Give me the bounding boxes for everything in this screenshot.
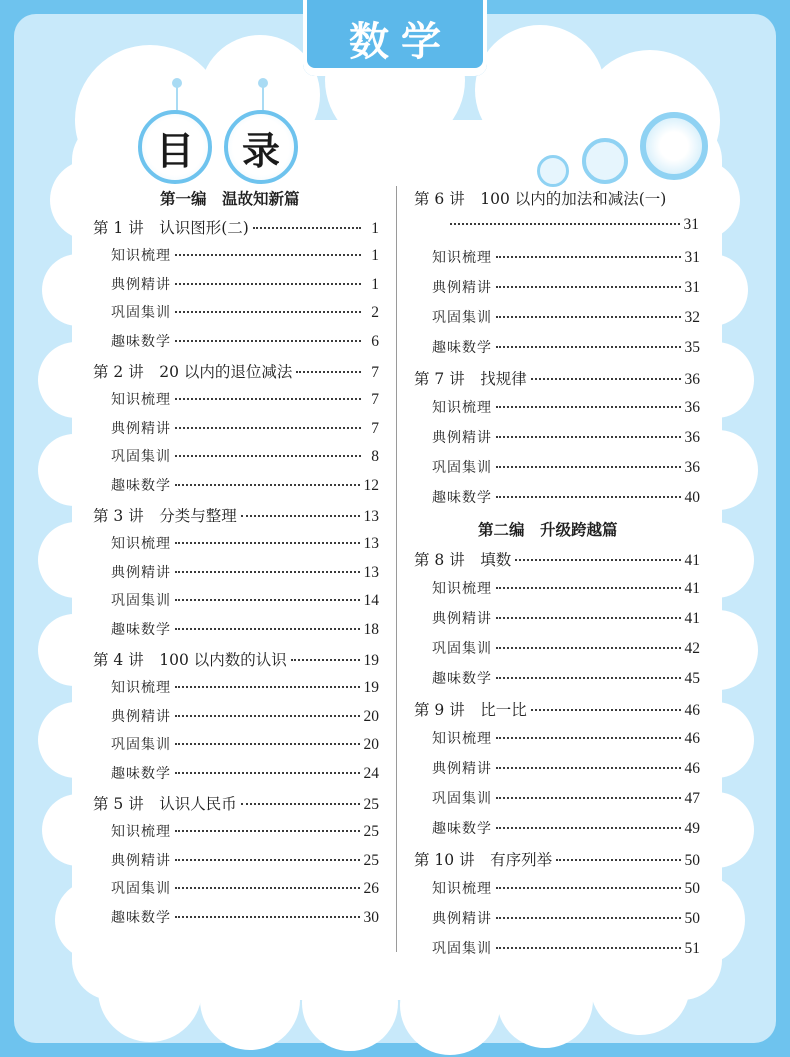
page-number: 41 [684,580,700,597]
subsection-label: 趣味数学 [432,340,492,356]
leader-dots [175,398,361,400]
leader-dots [496,406,681,408]
leader-dots [496,737,681,739]
page-number: 42 [684,640,700,657]
toc-subsection-row[interactable] [111,590,379,610]
toc-subsection-row[interactable] [432,427,700,447]
page-number: 19 [363,678,379,696]
page-number: 24 [363,765,379,783]
column-divider [396,186,397,952]
page-number: 41 [684,610,700,627]
title-bubble-mu [138,110,212,184]
toc-lesson-row[interactable] [414,848,700,870]
toc-subsection-row[interactable] [432,247,700,267]
antenna-dot-left [172,78,182,88]
subsection-label: 巩固集训 [432,310,492,326]
leader-dots [253,227,361,229]
page-number: 50 [684,852,700,869]
subsection-label: 巩固集训 [111,449,171,466]
subsection-label: 巩固集训 [432,941,492,957]
bubble-large-icon [640,112,708,180]
toc-subsection-row[interactable] [111,533,379,553]
leader-dots [175,743,360,745]
subsection-label: 典例精讲 [432,761,492,777]
leader-dots [496,887,681,889]
subsection-label: 趣味数学 [111,622,171,639]
leader-dots [175,715,360,717]
leader-dots [496,767,681,769]
subsection-label: 趣味数学 [432,490,492,506]
page-number: 26 [363,880,379,898]
page-number: 36 [684,371,700,388]
page-number: 40 [684,489,700,506]
subsection-label: 知识梳理 [111,823,171,840]
toc-subsection-row[interactable] [432,818,700,838]
leader-dots [175,340,361,342]
toc-subsection-row[interactable] [111,475,379,495]
page-number: 20 [363,736,379,754]
toc-subsection-row[interactable] [111,763,379,783]
leader-dots [496,797,681,799]
lesson-label: 第 10 讲 有序列举 [414,851,553,869]
subsection-label: 巩固集训 [111,881,171,898]
page-number: 31 [684,279,700,296]
leader-dots [175,311,361,313]
bubble-medium-icon [582,138,628,184]
toc-lesson-row[interactable] [414,548,700,570]
toc-subsection-row[interactable] [111,619,379,639]
subsection-label: 巩固集训 [432,641,492,657]
leader-dots [241,803,360,805]
page-number: 13 [363,563,379,581]
toc-lesson-row[interactable] [93,648,379,670]
leader-dots [496,647,681,649]
toc-subsection-row[interactable] [111,907,379,927]
subsection-label: 典例精讲 [432,611,492,627]
page-number: 46 [684,760,700,777]
leader-dots [175,772,360,774]
toc-subsection-row[interactable] [432,878,700,898]
toc-subsection-row[interactable] [432,668,700,688]
lesson-label: 第 4 讲 100 以内数的认识 [93,651,287,669]
toc-lesson-6-page-row[interactable] [446,216,699,234]
subsection-label: 巩固集训 [432,460,492,476]
leader-dots [175,283,361,285]
leader-dots [175,571,360,573]
subsection-label: 典例精讲 [111,564,171,581]
page-number: 25 [363,851,379,869]
subsection-label: 趣味数学 [111,478,171,495]
leader-dots [175,455,361,457]
leader-dots [496,917,681,919]
toc-subsection-row[interactable] [111,706,379,726]
page-number: 32 [684,309,700,326]
lesson-label: 第 7 讲 找规律 [414,370,527,388]
lesson-label: 第 6 讲 100 以内的加法和减法(一) [414,190,667,208]
page-number: 18 [363,621,379,639]
page-number: 41 [684,552,700,569]
part-title-2: 第二编 升级跨越篇 [478,521,618,539]
page-number: 25 [363,796,379,813]
subsection-label: 趣味数学 [432,671,492,687]
title-char-mu: 目 [155,128,194,173]
leader-dots [496,436,681,438]
subsection-label: 知识梳理 [432,400,492,416]
page-number: 7 [371,364,379,381]
toc-subsection-row[interactable] [432,337,700,357]
subsection-label: 知识梳理 [111,247,171,264]
page-number: 1 [371,220,379,237]
lesson-label: 第 3 讲 分类与整理 [93,507,237,525]
page-number: 7 [371,419,379,437]
toc-subsection-row[interactable] [432,638,700,658]
page-number: 1 [371,275,379,293]
leader-dots [175,916,360,918]
page-number: 49 [684,820,700,837]
page-number: 13 [363,508,379,525]
leader-dots [515,559,680,561]
toc-subsection-row[interactable] [432,758,700,778]
toc-subsection-row[interactable] [432,487,700,507]
toc-subsection-row[interactable] [111,274,379,294]
page-number: 31 [684,249,700,266]
toc-subsection-row[interactable] [432,457,700,477]
leader-dots [175,599,360,601]
subject-label: 数学 [349,18,453,65]
page-number: 2 [371,304,379,322]
page-number: 50 [684,880,700,897]
lesson-label: 第 9 讲 比一比 [414,701,527,719]
toc-lesson-row[interactable] [93,504,379,526]
leader-dots [175,427,361,429]
subsection-label: 趣味数学 [111,766,171,783]
leader-dots [496,466,681,468]
page-number: 7 [371,390,379,408]
page-number: 36 [684,429,700,446]
antenna-dot-right [258,78,268,88]
leader-dots [496,587,681,589]
toc-subsection-row[interactable] [111,331,379,351]
leader-dots [496,496,681,498]
leader-dots [496,677,681,679]
leader-dots [531,378,681,380]
page-number: 45 [684,670,700,687]
part-title-1: 第一编 温故知新篇 [160,190,300,208]
leader-dots [241,515,360,517]
lesson-label: 第 5 讲 认识人民币 [93,795,237,813]
toc-lesson-6-title[interactable] [414,187,666,209]
lesson-label: 第 8 讲 填数 [414,551,512,569]
toc-subsection-row[interactable] [111,850,379,870]
subsection-label: 典例精讲 [111,852,171,869]
toc-subsection-row[interactable] [111,245,379,265]
leader-dots [175,628,360,630]
subsection-label: 巩固集训 [111,305,171,322]
subject-tab [303,0,487,76]
toc-subsection-row[interactable] [111,389,379,409]
leader-dots [496,346,681,348]
toc-subsection-row[interactable] [432,307,700,327]
leader-dots [175,830,360,832]
subsection-label: 知识梳理 [432,250,492,266]
leader-dots [175,686,360,688]
toc-subsection-row[interactable] [432,397,700,417]
subsection-label: 知识梳理 [111,535,171,552]
toc-subsection-row[interactable] [432,908,700,928]
leader-dots [175,859,360,861]
toc-subsection-row[interactable] [111,446,379,466]
toc-lesson-row[interactable] [414,367,700,389]
page-number: 46 [684,730,700,747]
page-number: 25 [363,822,379,840]
page-number: 19 [363,652,379,669]
toc-subsection-row[interactable] [111,302,379,322]
page-number: 14 [363,592,379,610]
page-number: 36 [684,399,700,416]
subsection-label: 典例精讲 [432,280,492,296]
page-number: 36 [684,459,700,476]
page-number: 12 [363,477,379,495]
leader-dots [175,542,360,544]
toc-subsection-row[interactable] [111,562,379,582]
toc-subsection-row[interactable] [111,734,379,754]
subsection-label: 知识梳理 [432,881,492,897]
page-number: 47 [684,790,700,807]
toc-subsection-row[interactable] [432,578,700,598]
leader-dots [296,371,361,373]
toc-lesson-row[interactable] [93,792,379,814]
leader-dots [175,887,360,889]
subsection-label: 典例精讲 [111,708,171,725]
toc-subsection-row[interactable] [432,277,700,297]
leader-dots [496,827,681,829]
page-number: 6 [371,333,379,351]
subsection-label: 趣味数学 [111,334,171,351]
title-bubble-lu [224,110,298,184]
toc-lesson-row[interactable] [93,360,379,382]
lesson-label: 第 1 讲 认识图形(二) [93,219,249,237]
title-char-lu: 录 [241,128,280,173]
page-number: 50 [684,910,700,927]
subsection-label: 巩固集训 [432,791,492,807]
page-number: 8 [371,448,379,466]
toc-subsection-row[interactable] [111,677,379,697]
toc-subsection-row[interactable] [111,418,379,438]
subsection-label: 知识梳理 [111,391,171,408]
lesson-label: 第 2 讲 20 以内的退位减法 [93,363,293,381]
leader-dots [450,223,680,225]
leader-dots [291,659,360,661]
leader-dots [175,484,360,486]
leader-dots [496,316,681,318]
toc-subsection-row[interactable] [432,608,700,628]
subsection-label: 典例精讲 [111,420,171,437]
subsection-label: 趣味数学 [432,821,492,837]
page-number: 51 [684,940,700,957]
page-number: 35 [684,339,700,356]
leader-dots [496,286,681,288]
page-number: 13 [363,534,379,552]
page-number: 20 [363,707,379,725]
toc-lesson-row[interactable] [93,216,379,238]
page-number: 31 [683,216,699,233]
page-number: 1 [371,246,379,264]
page-number: 46 [684,702,700,719]
bubble-small-icon [537,155,569,187]
subsection-label: 巩固集训 [111,593,171,610]
toc-subsection-row[interactable] [432,938,700,958]
leader-dots [556,859,680,861]
toc-lesson-row[interactable] [414,698,700,720]
leader-dots [496,617,681,619]
toc-subsection-row[interactable] [432,788,700,808]
subsection-label: 典例精讲 [432,430,492,446]
leader-dots [531,709,681,711]
leader-dots [496,256,681,258]
leader-dots [175,254,361,256]
page-number: 30 [363,909,379,927]
subsection-label: 知识梳理 [111,679,171,696]
toc-subsection-row[interactable] [432,728,700,748]
subsection-label: 典例精讲 [432,911,492,927]
subsection-label: 知识梳理 [432,731,492,747]
subsection-label: 知识梳理 [432,581,492,597]
subsection-label: 趣味数学 [111,910,171,927]
toc-subsection-row[interactable] [111,878,379,898]
subsection-label: 典例精讲 [111,276,171,293]
leader-dots [496,947,681,949]
subsection-label: 巩固集训 [111,737,171,754]
toc-subsection-row[interactable] [111,821,379,841]
